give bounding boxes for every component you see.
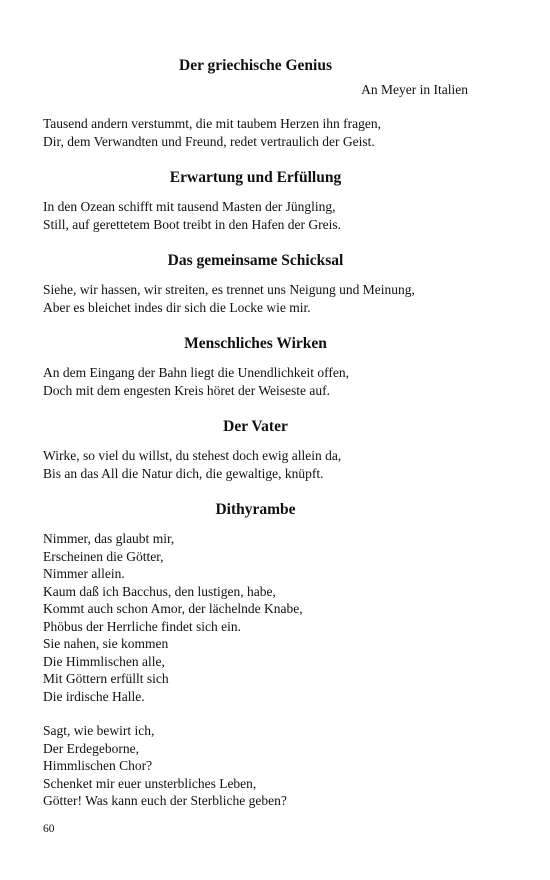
poem-line: An dem Eingang der Bahn liegt die Unendlichkeit offen,	[43, 365, 350, 380]
page-body	[43, 56, 468, 827]
poem-line: Der Erdegeborne,	[43, 740, 139, 756]
poem-menschliches-wirken	[43, 334, 468, 399]
poem-der-vater	[43, 417, 468, 482]
poem-line: Himmlischen Chor?	[43, 758, 153, 773]
poem-line: Siehe, wir hassen, wir streiten, es trennet uns Neigung und Meinung,	[43, 282, 415, 297]
poem-title: Erwartung und Erfüllung	[169, 169, 342, 186]
poem-dithyrambe	[43, 500, 468, 810]
poem-title: Menschliches Wirken	[184, 335, 327, 352]
poem-line: Schenket mir euer unsterbliches Leben,	[43, 775, 257, 791]
stanza	[43, 530, 468, 705]
poem-line: Still, auf gerettetem Boot treibt in den Hafen der Greis.	[43, 216, 342, 232]
poem-der-griechische-genius	[43, 56, 468, 150]
poem-line: Sagt, wie bewirt ich,	[43, 723, 155, 738]
poem-dedication: An Meyer in Italien	[361, 82, 468, 97]
poem-line: In den Ozean schifft mit tausend Masten der Jüngling,	[43, 199, 336, 214]
poem-line: Die irdische Halle.	[43, 688, 145, 704]
poem-line: Erscheinen die Götter,	[43, 548, 164, 564]
poem-line: Nimmer allein.	[43, 566, 125, 581]
poem-title: Das gemeinsame Schicksal	[167, 252, 344, 269]
poem-line: Dir, dem Verwandten und Freund, redet vertraulich der Geist.	[43, 133, 375, 149]
poem-line: Wirke, so viel du willst, du stehest doch ewig allein da,	[43, 448, 342, 463]
page-number: 60	[43, 823, 55, 835]
poem-title: Dithyrambe	[215, 501, 296, 518]
poem-line: Kommt auch schon Amor, der lächelnde Knabe,	[43, 601, 303, 616]
poem-line: Kaum daß ich Bacchus, den lustigen, habe,	[43, 583, 276, 599]
poem-line: Bis an das All die Natur dich, die gewaltige, knüpft.	[43, 465, 324, 481]
poem-line: Tausend andern verstummt, die mit taubem Herzen ihn fragen,	[43, 116, 381, 131]
stanza	[43, 722, 468, 810]
poem-title: Der griechische Genius	[179, 57, 332, 74]
poem-line: Doch mit dem engesten Kreis höret der Weiseste auf.	[43, 382, 330, 398]
poem-line: Phöbus der Herrliche findet sich ein.	[43, 618, 241, 634]
poem-title: Der Vater	[223, 418, 288, 435]
poem-das-gemeinsame-schicksal	[43, 251, 468, 316]
poem-line: Sie nahen, sie kommen	[43, 636, 169, 651]
poem-line: Götter! Was kann euch der Sterbliche geben?	[43, 793, 287, 808]
poem-line: Nimmer, das glaubt mir,	[43, 531, 175, 546]
poem-line: Mit Göttern erfüllt sich	[43, 671, 169, 686]
poem-line: Aber es bleichet indes dir sich die Locke wie mir.	[43, 299, 311, 315]
poem-line: Die Himmlischen alle,	[43, 653, 165, 669]
poem-erwartung-und-erfuellung	[43, 168, 468, 233]
